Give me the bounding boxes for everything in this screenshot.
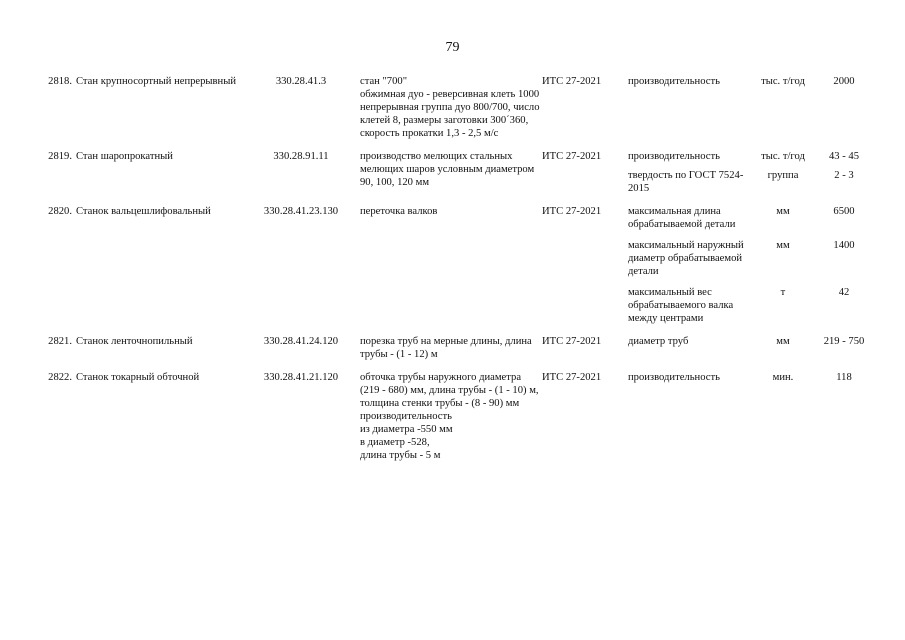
its-reference: ИТС 27-2021 — [542, 336, 602, 347]
table-row — [26, 371, 874, 472]
equipment-code: 330.28.41.23.130 — [263, 206, 339, 217]
row-number: 2819. — [48, 151, 72, 162]
parameter-value: 6500 — [833, 206, 855, 217]
equipment-name: Станок вальцешлифовальный — [76, 206, 211, 217]
equipment-code: 330.28.41.21.120 — [263, 372, 339, 383]
table-row — [26, 75, 874, 150]
equipment-description: переточка валков — [360, 206, 438, 217]
parameter-name: производительность — [628, 372, 720, 383]
parameter-unit: мм — [776, 336, 790, 347]
its-reference: ИТС 27-2021 — [542, 206, 602, 217]
row-number: 2822. — [48, 372, 72, 383]
its-reference: ИТС 27-2021 — [542, 372, 602, 383]
its-reference: ИТС 27-2021 — [542, 76, 602, 87]
equipment-name: Станок ленточнопильный — [76, 336, 193, 347]
parameter-unit: мм — [776, 240, 790, 251]
parameter-value: 2000 — [833, 76, 855, 87]
parameter-name: максимальный вес обрабатываемого валка между центрами — [628, 287, 734, 324]
parameter-value: 1400 — [833, 240, 855, 251]
parameter-value: 42 — [838, 287, 850, 298]
page-number: 79 — [445, 40, 460, 55]
row-number: 2818. — [48, 76, 72, 87]
parameter-unit: мм — [776, 206, 790, 217]
parameter-value: 43 - 45 — [828, 151, 859, 162]
parameter-name: твердость по ГОСТ 7524-2015 — [628, 170, 744, 194]
table-row — [26, 205, 874, 239]
equipment-name: Стан крупносортный непрерывный — [76, 76, 237, 87]
parameter-name: максимальный наружный диаметр обрабатываемой детали — [628, 240, 744, 277]
parameter-name: производительность — [628, 151, 720, 162]
equipment-code: 330.28.41.3 — [275, 76, 327, 87]
equipment-name: Стан шаропрокатный — [76, 151, 173, 162]
parameter-value: 2 - 3 — [834, 170, 854, 181]
equipment-description: производство мелющих стальных мелющих шаров условным диаметром 90, 100, 120 мм — [360, 151, 535, 188]
parameter-unit: тыс. т/год — [761, 76, 805, 87]
parameter-name: диаметр труб — [628, 336, 689, 347]
its-reference: ИТС 27-2021 — [542, 151, 602, 162]
table-row — [26, 150, 874, 169]
parameter-unit: группа — [767, 170, 799, 181]
row-number: 2821. — [48, 336, 72, 347]
equipment-table — [26, 75, 874, 472]
equipment-description: стан "700" обжимная дуо - реверсивная клеть 1000 непрерывная группа дуо 800/700, число клетей 8, размеры заготовки 300´360, скорость прокатки 1,3 - 2,5 м/с — [360, 76, 540, 139]
equipment-description: порезка труб на мерные длины, длина трубы - (1 - 12) м — [360, 336, 532, 360]
equipment-description: обточка трубы наружного диаметра (219 - 680) мм, длина трубы - (1 - 10) м, толщина стенки трубы - (8 - 90) мм производительность из диаметра -550 мм в диаметр -528, длина трубы - 5 м — [360, 372, 539, 461]
equipment-name: Станок токарный обточной — [76, 372, 200, 383]
parameter-name: максимальная длина обрабатываемой детали — [628, 206, 736, 230]
parameter-unit: т — [780, 287, 786, 298]
equipment-code: 330.28.91.11 — [273, 151, 329, 162]
equipment-code: 330.28.41.24.120 — [263, 336, 339, 347]
parameter-name: производительность — [628, 76, 720, 87]
parameter-unit: мин. — [772, 372, 794, 383]
parameter-value: 118 — [836, 372, 852, 383]
parameter-unit: тыс. т/год — [761, 151, 805, 162]
row-number: 2820. — [48, 206, 72, 217]
parameter-value: 219 - 750 — [823, 336, 865, 347]
table-row — [26, 335, 874, 371]
